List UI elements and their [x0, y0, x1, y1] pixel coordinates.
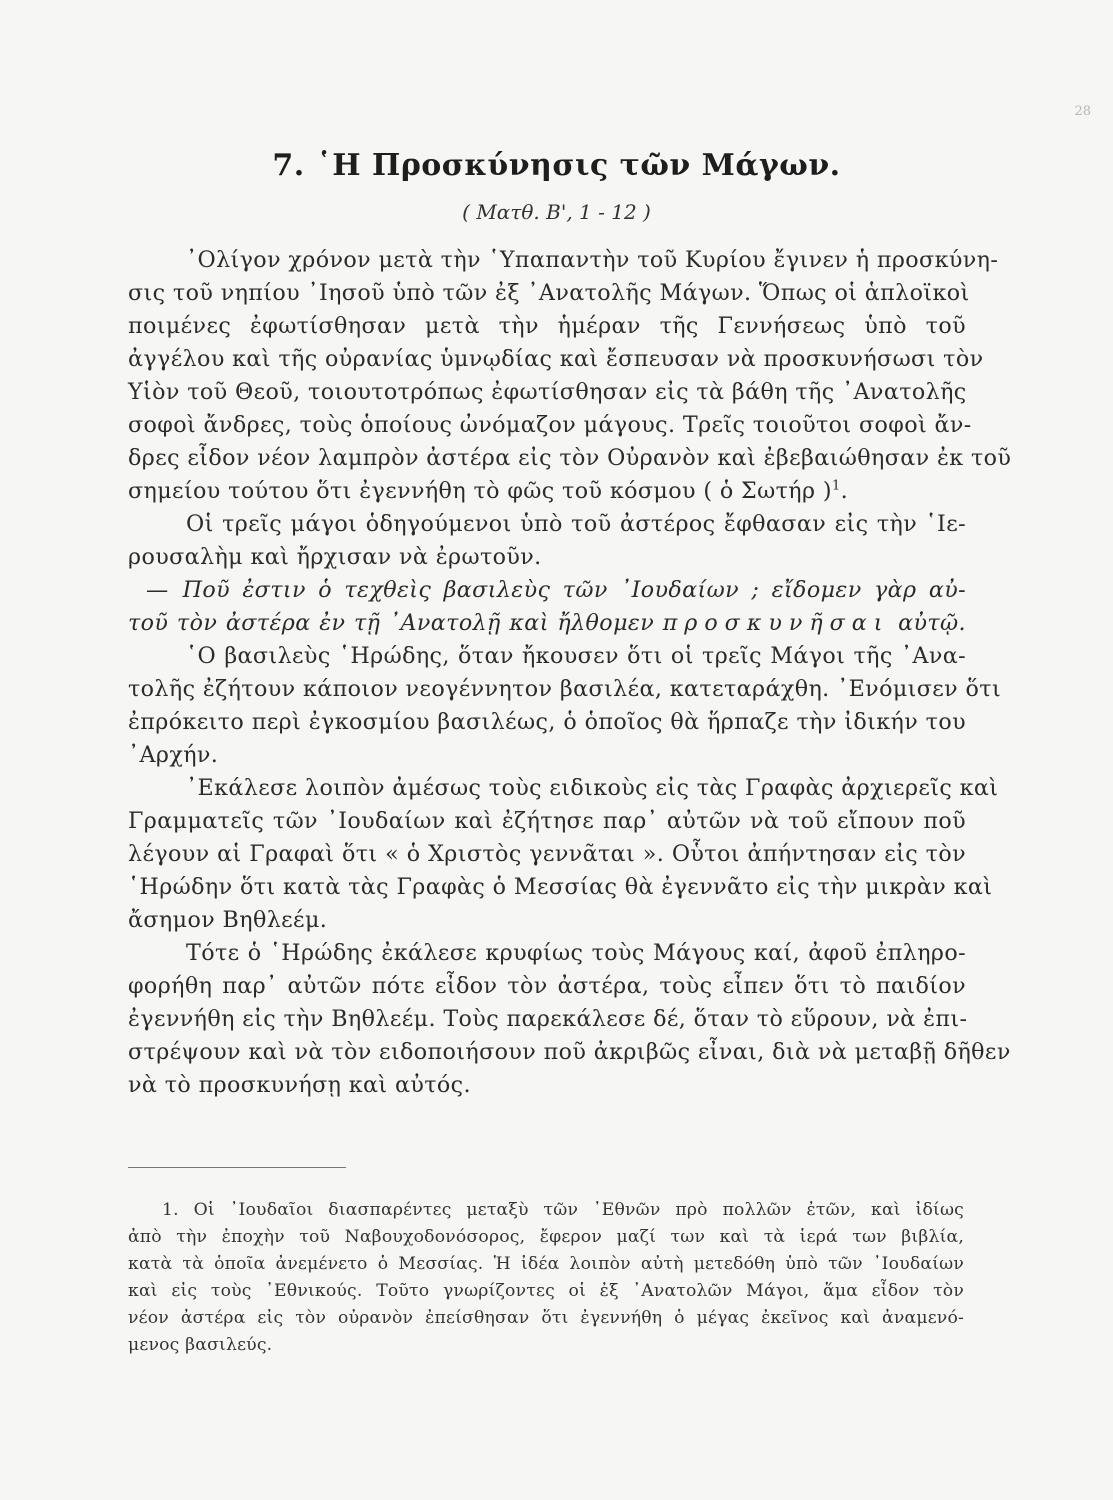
footnote-line: ἀπὸ τὴν ἐποχὴν τοῦ Ναβουχοδονόσορος, ἔφερον μαζί των καὶ τὰ ἱερά των βιβλία,	[128, 1227, 964, 1247]
paragraph-line: ῾Ο βασιλεὺς ῾Ηρώδης, ὅταν ἤκουσεν ὅτι οἱ τρεῖς Μάγοι τῆς ᾿Ανα-	[186, 643, 966, 669]
footnote-line: 1. Οἱ ᾿Ιουδαῖοι διασπαρέντες μεταξὺ τῶν ᾿Εθνῶν πρὸ πολλῶν ἐτῶν, καὶ ἰδίως	[162, 1200, 964, 1220]
footnote-line: καὶ εἰς τοὺς ᾿Εθνικούς. Τοῦτο γνωρίζοντες οἱ ἐξ ᾿Ανατολῶν Μάγοι, ἅμα εἶδον τὸν	[128, 1281, 964, 1301]
footnote-line: κατὰ τὰ ὁποῖα ἀνεμένετο ὁ Μεσσίας. Ἡ ἰδέα λοιπὸν αὐτὴ μετεδόθη ὑπὸ τῶν ᾿Ιουδαίων	[128, 1254, 964, 1274]
paragraph-line	[128, 475, 966, 508]
paragraph-line: ἐγεννήθη εἰς τὴν Βηθλεέμ. Τοὺς παρεκάλεσε δέ, ὅταν τὸ εὕρουν, νὰ ἐπι-	[128, 1006, 968, 1032]
paragraph-line: ρουσαλὴμ καὶ ἤρχισαν νὰ ἐρωτοῦν.	[128, 544, 542, 570]
chapter-body	[128, 244, 1012, 1102]
period: .	[840, 478, 849, 504]
chapter-title-text: ῾Η Προσκύνησις τῶν Μάγων.	[316, 148, 841, 183]
paragraph-line: τολῆς ἐζήτουν κάποιον νεογέννητον βασιλέα, κατεταράχθη. ᾿Ενόμισεν ὅτι	[128, 676, 1002, 702]
paragraph-line: στρέψουν καὶ νὰ τὸν ειδοποιήσουν ποῦ ἀκριβῶς εἶναι, διὰ νὰ μεταβῇ δῆθεν	[128, 1039, 1011, 1065]
quote-text: αὐτῷ.	[898, 610, 966, 636]
quote-text: Ποῦ ἐστιν ὁ τεχθεὶς βασιλεὺς τῶν ᾿Ιουδαίων ; εἴδομεν γὰρ αὐ-	[182, 577, 966, 603]
paragraph-line: σις τοῦ νηπίου ᾿Ιησοῦ ὑπὸ τῶν ἐξ ᾿Ανατολῆς Μάγων. Ὅπως οἱ ἁπλοϊκοὶ	[128, 280, 970, 306]
footnote	[128, 1197, 964, 1359]
quote-emphasis: προσκυνῆσαι	[662, 610, 890, 636]
paragraph-line: φορήθη παρ᾿ αὐτῶν πότε εἶδον τὸν ἀστέρα, τοὺς εἶπεν ὅτι τὸ παιδίον	[128, 973, 966, 999]
quote-dash: —	[146, 577, 169, 603]
paragraph-line: σοφοὶ ἄνδρες, τοὺς ὁποίους ὠνόμαζον μάγους. Τρεῖς τοιοῦτοι σοφοὶ ἄν-	[128, 412, 972, 438]
paragraph-line: λέγουν αἱ Γραφαὶ ὅτι « ὁ Χριστὸς γεννᾶται ». Οὗτοι ἀπήντησαν εἰς τὸν	[128, 841, 966, 867]
quote-text: τοῦ τὸν ἀστέρα ἐν τῇ ᾿Ανατολῇ καὶ ἤλθομεν	[128, 610, 655, 636]
footnote-divider	[128, 1167, 346, 1168]
chapter-number: 7.	[272, 148, 305, 183]
paragraph-line: ἐπρόκειτο περὶ ἐγκοσμίου βασιλέως, ὁ ὁποῖος θὰ ἥρπαζε τὴν ἰδικήν του	[128, 709, 966, 735]
paragraph-line: ᾿Ολίγον χρόνον μετὰ τὴν ῾Υπαπαντὴν τοῦ Κυρίου ἔγινεν ἡ προσκύνη-	[186, 247, 999, 273]
chapter-title	[0, 148, 1113, 183]
paragraph-line: Οἱ τρεῖς μάγοι ὁδηγούμενοι ὑπὸ τοῦ ἀστέρος ἔφθασαν εἰς τὴν ῾Ιε-	[186, 511, 966, 537]
paragraph-line: Υἱὸν τοῦ Θεοῦ, τοιουτοτρόπως ἐφωτίσθησαν εἰς τὰ βάθη τῆς ᾿Ανατολῆς	[128, 379, 967, 405]
scripture-reference: ( Ματθ. Β', 1 - 12 )	[462, 200, 651, 224]
paragraph-line: ᾿Εκάλεσε λοιπὸν ἀμέσως τοὺς ειδικοὺς εἰς τὰς Γραφὰς ἀρχιερεῖς καὶ	[186, 775, 999, 801]
footnote-line: νέον ἀστέρα εἰς τὸν οὐρανὸν ἐπείσθησαν ὅτι ἐγεννήθη ὁ μέγας ἐκεῖνος καὶ ἀναμενό-	[128, 1308, 964, 1328]
paragraph-line: ἀγγέλου καὶ τῆς οὐρανίας ὑμνῳδίας καὶ ἔσπευσαν νὰ προσκυνήσωσι τὸν	[128, 346, 984, 372]
quote-line	[128, 574, 966, 607]
paragraph-line: ποιμένες ἐφωτίσθησαν μετὰ τὴν ἡμέραν τῆς Γεννήσεως ὑπὸ τοῦ	[128, 313, 966, 339]
footnote-reference: 1	[831, 478, 841, 494]
paragraph-line: ἄσημον Βηθλεέμ.	[128, 907, 328, 933]
paragraph-line: ῾Ηρώδην ὅτι κατὰ τὰς Γραφὰς ὁ Μεσσίας θὰ ἐγεννᾶτο εἰς τὴν μικρὰν καὶ	[128, 874, 993, 900]
paragraph-line-text: σημείου τούτου ὅτι ἐγεννήθη τὸ φῶς τοῦ κόσμου ( ὁ Σωτήρ )	[128, 478, 832, 504]
page-number: 28	[1074, 104, 1091, 119]
paragraph-line: δρες εἶδον νέον λαμπρὸν ἀστέρα εἰς τὸν Οὐρανὸν καὶ ἐβεβαιώθησαν ἐκ τοῦ	[128, 445, 1012, 471]
paragraph-line: νὰ τὸ προσκυνήσῃ καὶ αὐτός.	[128, 1072, 471, 1098]
quote-line	[128, 607, 966, 640]
paragraph-line: Τότε ὁ ῾Ηρώδης ἐκάλεσε κρυφίως τοὺς Μάγους καί, ἀφοῦ ἐπληρο-	[186, 940, 966, 966]
paragraph-line: Γραμματεῖς τῶν ᾿Ιουδαίων καὶ ἐζήτησε παρ᾿ αὐτῶν νὰ τοῦ εἴπουν ποῦ	[128, 808, 966, 834]
footnote-line: μενος βασιλεύς.	[128, 1335, 273, 1355]
paragraph-line: ᾿Αρχήν.	[128, 742, 219, 768]
